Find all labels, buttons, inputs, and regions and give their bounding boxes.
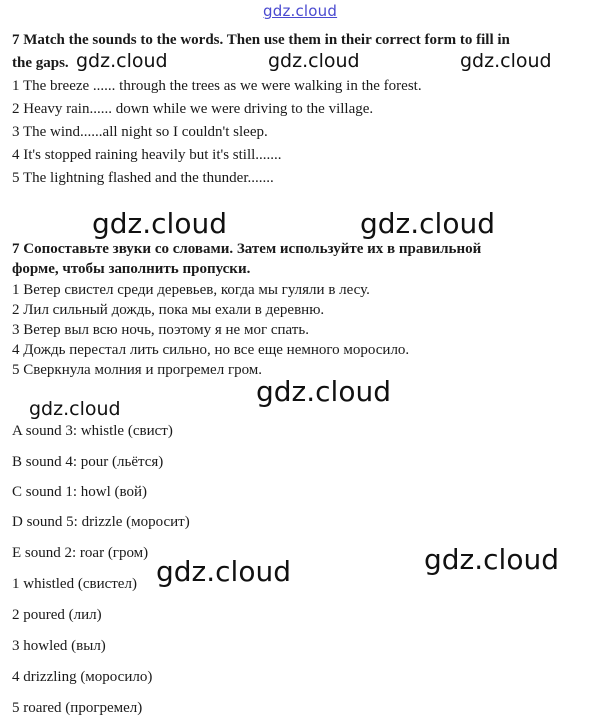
exercise-ru-item-1: 1 Ветер свистел среди деревьев, когда мы гуляли в лесу. (12, 282, 370, 298)
answer-fill-4: 4 drizzling (моросило) (12, 669, 153, 685)
exercise-ru-item-4: 4 Дождь перестал лить сильно, но все еще немного моросило. (12, 342, 410, 358)
watermark-2: gdz.cloud (268, 50, 360, 72)
exercise-en-item-3: 3 The wind......all night so I couldn't sleep. (12, 124, 268, 140)
answer-match-c: C sound 1: howl (вой) (12, 484, 148, 500)
exercise-en-item-1: 1 The breeze ...... through the trees as we were walking in the forest. (12, 78, 422, 94)
exercise-ru-item-3: 3 Ветер выл всю ночь, поэтому я не мог спать. (12, 322, 309, 338)
watermark-4: gdz.cloud (92, 207, 227, 240)
answer-fill-1: 1 whistled (свистел) (12, 576, 137, 592)
watermark-7: gdz.cloud (256, 375, 391, 408)
watermark-1: gdz.cloud (76, 50, 168, 72)
answer-match-a: A sound 3: whistle (свист) (12, 423, 173, 439)
watermark-6: gdz.cloud (29, 398, 121, 420)
watermark-3: gdz.cloud (460, 50, 552, 72)
watermark-8: gdz.cloud (424, 543, 559, 576)
exercise-ru-item-2: 2 Лил сильный дождь, пока мы ехали в деревню. (12, 302, 325, 318)
watermark-5: gdz.cloud (360, 207, 495, 240)
exercise-ru-title-line2: форме, чтобы заполнить пропуски. (12, 261, 251, 277)
exercise-en-item-2: 2 Heavy rain...... down while we were driving to the village. (12, 101, 374, 117)
answer-fill-3: 3 howled (выл) (12, 638, 106, 654)
site-link-watermark[interactable]: gdz.cloud (263, 2, 338, 20)
answer-fill-2: 2 poured (лил) (12, 607, 102, 623)
answer-fill-5: 5 roared (прогремел) (12, 700, 143, 716)
answer-match-e: E sound 2: roar (гром) (12, 545, 149, 561)
exercise-en-item-4: 4 It's stopped raining heavily but it's still....... (12, 147, 282, 163)
answer-match-b: B sound 4: pour (льётся) (12, 454, 164, 470)
exercise-en-item-5: 5 The lightning flashed and the thunder....... (12, 170, 274, 186)
exercise-ru-title-line1: 7 Сопоставьте звуки со словами. Затем используйте их в правильной (12, 241, 482, 257)
watermark-9: gdz.cloud (156, 555, 291, 588)
exercise-ru-item-5: 5 Сверкнула молния и прогремел гром. (12, 362, 263, 378)
exercise-en-title-line1: 7 Match the sounds to the words. Then use them in their correct form to fill in (12, 32, 510, 48)
exercise-en-title-line2: the gaps. (12, 55, 69, 71)
answer-match-d: D sound 5: drizzle (моросит) (12, 514, 190, 530)
